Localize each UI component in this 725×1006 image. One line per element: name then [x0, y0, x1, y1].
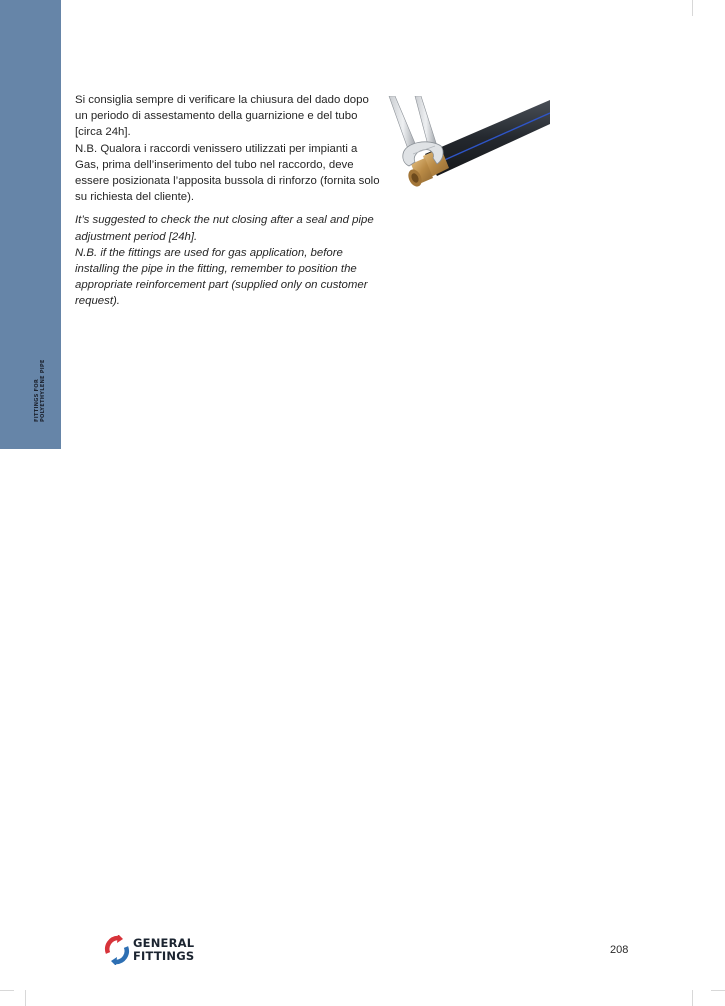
side-tab-line1: FITTINGS FOR	[34, 378, 40, 422]
body-text	[75, 92, 380, 310]
crop-mark	[692, 990, 693, 1006]
english-paragraph: It’s suggested to check the nut closing after a seal and pipe adjustment period [24h]. N.B. if the fittings are used for gas application, before installing the pipe in the fitting, remember to position the appropriate reinforcement part (supplied only on customer request).	[75, 214, 374, 308]
side-tab-line2: POLYETHYLENE PIPE	[40, 359, 47, 422]
crop-mark	[25, 990, 26, 1006]
wrench-fitting-photo	[385, 96, 550, 224]
crop-mark	[692, 0, 693, 16]
crop-mark	[0, 990, 14, 991]
logo-wordmark	[133, 937, 194, 962]
side-tab-label	[34, 359, 47, 422]
italian-paragraph: Si consiglia sempre di verificare la chiusura del dado dopo un periodo di assestamento della guarnizione e del tubo [circa 24h]. N.B. Qualora i raccordi venissero utilizzati per impianti a Gas, prima dell’inserimento del tubo nel raccordo, deve essere posizionata l’apposita bussola di rinforzo (fornita solo su richiesta del cliente).	[75, 94, 380, 204]
page-number: 208	[610, 944, 629, 956]
crop-mark	[711, 990, 725, 991]
logo-mark-icon	[104, 935, 130, 965]
logo-line2: FITTINGS	[133, 948, 195, 963]
side-tab	[0, 0, 61, 449]
company-logo	[104, 934, 204, 966]
logo-line1: GENERAL	[133, 936, 195, 950]
